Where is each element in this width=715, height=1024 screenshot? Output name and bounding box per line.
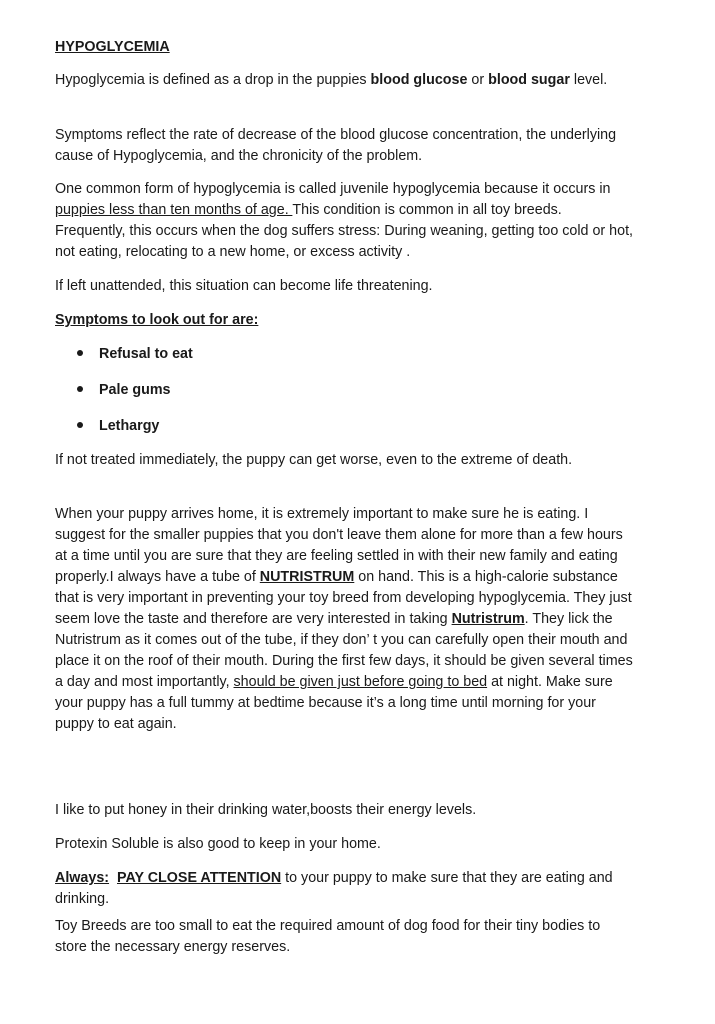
always-label: Always:: [55, 870, 110, 886]
paragraph-attention: Always: PAY CLOSE ATTENTION to your puppy to make sure that they are eating and drinking.: [55, 870, 613, 907]
paragraph-symptoms-reflect: Symptoms reflect the rate of decrease of the blood glucose concentration, the underlying cause of Hypoglycemia, and the chronicity of the problem.: [55, 127, 617, 164]
underlined-age-note: puppies less than ten months of age.: [55, 202, 293, 218]
term-nutristrum: Nutristrum: [451, 611, 525, 627]
paragraph-juvenile: One common form of hypoglycemia is called juvenile hypoglycemia because it occurs in puppies less than ten months of age. This condition is common in all toy breeds. Frequently, this occurs when the dog suffers stress: During weaning, getting too cold or hot, not eating, relocating to a new home, or excess activity .: [55, 181, 634, 260]
paragraph-definition: Hypoglycemia is defined as a drop in the puppies blood glucose or blood sugar level.: [55, 72, 608, 88]
paragraph-not-treated: If not treated immediately, the puppy can get worse, even to the extreme of death.: [55, 452, 573, 468]
bullet-icon: [77, 422, 83, 428]
paragraph-unattended: If left unattended, this situation can become life threatening.: [55, 278, 433, 294]
term-blood-glucose: blood glucose: [370, 72, 468, 88]
bullet-icon: [77, 350, 83, 356]
bullet-icon: [77, 386, 83, 392]
symptoms-heading: Symptoms to look out for are:: [55, 312, 259, 328]
page-title: HYPOGLYCEMIA: [55, 39, 170, 55]
paragraph-honey: I like to put honey in their drinking water,boosts their energy levels.: [55, 802, 477, 818]
document-page: HYPOGLYCEMIA Hypoglycemia is defined as a drop in the puppies blood glucose or blood sugar level. Symptoms reflect the rate of decrease of the blood glucose concentration, the underlying cause of Hypoglycemia, and the chronicity of the problem. One common form of hypoglycemia is called juvenile hypoglycemia because it occurs in puppies less than ten months of age. This condition is common in all toy breeds. Frequently, this occurs when the dog suffers stress: During weaning, getting too cold or hot, not eating, relocating to a new home, or excess activity . If left unattended, this situation can become life threatening. Symptoms to look out for are: Refusal to eat Pale gums Lethargy If not treated immediately, the puppy can get worse, even to the extreme of death. When your puppy arrives home, it is extremely important to make sure he is eating. I suggest for the smaller puppies that you don't leave them alone for more than a few hours at a time until you are sure that they are feeling settled in with their new family and eating properly.I always have a tube of NUTRISTRUM on hand. This is a high-calorie substance that is very important in preventing your toy breed from developing hypoglycemia. They just seem love the taste and therefore are very interested in taking Nutristrum. They lick the Nutristrum as it comes out of the tube, if they don’ t you can carefully open their mouth and place it on the roof of their mouth. During the first few days, it should be given several times a day and most importantly, should be given just before going to bed at night. Make sure your puppy has a full tummy at bedtime because it’s a long time until morning for your puppy to eat again. I like to put honey in their drinking water,boosts their energy levels. Protexin Soluble is also good to keep in your home. Always: PAY CLOSE ATTENTION to your puppy to make sure that they are eating and drinking. Toy Breeds are too small to eat the required amount of dog food for their tiny bodies to store the necessary energy reserves.: [0, 0, 715, 1024]
paragraph-toy-breeds: Toy Breeds are too small to eat the required amount of dog food for their tiny bodies to store the necessary energy reserves.: [55, 918, 601, 955]
underlined-bedtime-note: should be given just before going to bed: [233, 674, 488, 690]
term-blood-sugar: blood sugar: [488, 72, 570, 88]
term-nutristrum-upper: NUTRISTRUM: [259, 569, 355, 585]
paragraph-arrival-home: When your puppy arrives home, it is extremely important to make sure he is eating. I suggest for the smaller puppies that you don't leave them alone for more than a few hours at a time until you are sure that they are feeling settled in with their new family and eating properly.I always have a tube of NUTRISTRUM on hand. This is a high-calorie substance that is very important in preventing your toy breed from developing hypoglycemia. They just seem love the taste and therefore are very interested in taking Nutristrum. They lick the Nutristrum as it comes out of the tube, if they don’ t you can carefully open their mouth and place it on the roof of their mouth. During the first few days, it should be given several times a day and most importantly, should be given just before going to bed at night. Make sure your puppy has a full tummy at bedtime because it’s a long time until morning for your puppy to eat again.: [55, 506, 633, 732]
pay-close-attention-label: PAY CLOSE ATTENTION: [117, 870, 282, 886]
paragraph-protexin: Protexin Soluble is also good to keep in your home.: [55, 836, 381, 852]
